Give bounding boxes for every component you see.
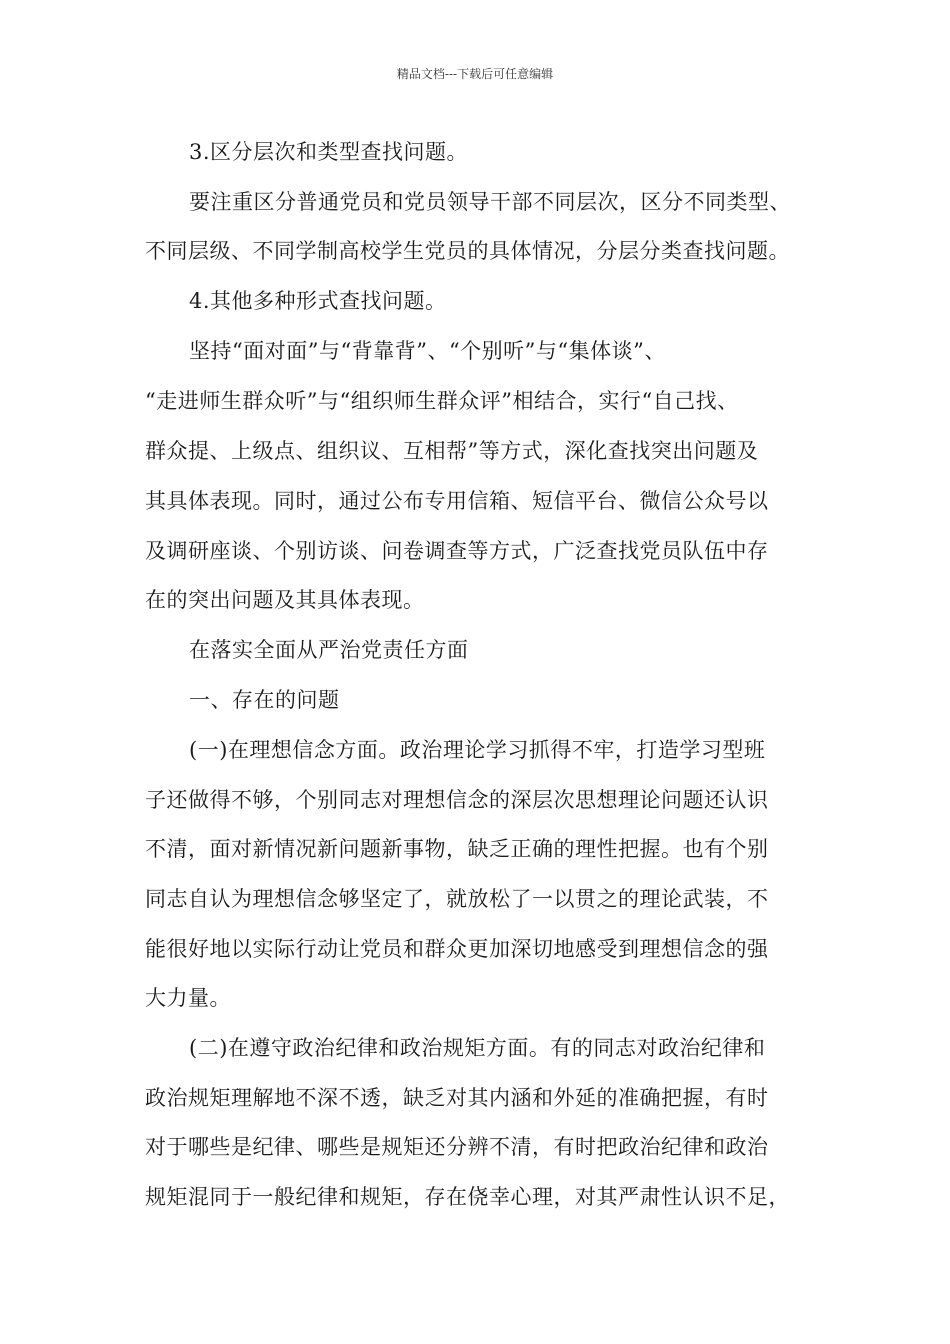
paragraph-line: 群众提、上级点、组织议、互相帮”等方式，深化查找突出问题及 bbox=[145, 439, 759, 463]
paragraph-line: 子还做得不够，个别同志对理想信念的深层次思想理论问题还认识 bbox=[145, 788, 769, 812]
paragraph-line: 能很好地以实际行动让党员和群众更加深切地感受到理想信念的强 bbox=[145, 937, 769, 961]
paragraph-line: 坚持“面对面”与“背靠背”、“个别听”与“集体谈”、 bbox=[189, 339, 666, 363]
paragraph-line: 对于哪些是纪律、哪些是规矩还分辨不清，有时把政治纪律和政治 bbox=[145, 1135, 769, 1159]
paragraph-line: 其具体表现。同时，通过公布专用信箱、短信平台、微信公众号以 bbox=[145, 489, 769, 513]
paragraph-line: 及调研座谈、个别访谈、问卷调查等方式，广泛查找党员队伍中存 bbox=[145, 539, 769, 563]
paragraph-line: 不清，面对新情况新问题新事物，缺乏正确的理性把握。也有个别 bbox=[145, 837, 769, 861]
heading-4: 4.其他多种形式查找问题。 bbox=[189, 289, 447, 313]
paragraph-line: (一)在理想信念方面。政治理论学习抓得不牢，打造学习型班 bbox=[189, 738, 766, 762]
paragraph-line: 同志自认为理想信念够坚定了，就放松了一以贯之的理论武装，不 bbox=[145, 887, 769, 911]
page-header: 精品文档---下载后可任意编辑 bbox=[396, 67, 554, 81]
paragraph-line: 大力量。 bbox=[145, 986, 231, 1010]
paragraph-line: (二)在遵守政治纪律和政治规矩方面。有的同志对政治纪律和 bbox=[189, 1036, 766, 1060]
paragraph-line: 规矩混同于一般纪律和规矩，存在侥幸心理，对其严肃性认识不足， bbox=[145, 1185, 790, 1209]
section-title: 在落实全面从严治党责任方面 bbox=[189, 638, 469, 662]
paragraph-line: 要注重区分普通党员和党员领导干部不同层次，区分不同类型、 bbox=[189, 190, 791, 214]
paragraph-line: 政治规矩理解地不深不透，缺乏对其内涵和外延的准确把握，有时 bbox=[145, 1086, 769, 1110]
paragraph-line: “走进师生群众听”与“组织师生群众评”相结合，实行“自己找、 bbox=[145, 389, 739, 413]
paragraph-line: 在的突出问题及其具体表现。 bbox=[145, 588, 425, 612]
paragraph-line: 不同层级、不同学制高校学生党员的具体情况，分层分类查找问题。 bbox=[145, 239, 790, 263]
heading-3: 3.区分层次和类型查找问题。 bbox=[189, 140, 469, 164]
subsection-title: 一、存在的问题 bbox=[189, 688, 340, 712]
